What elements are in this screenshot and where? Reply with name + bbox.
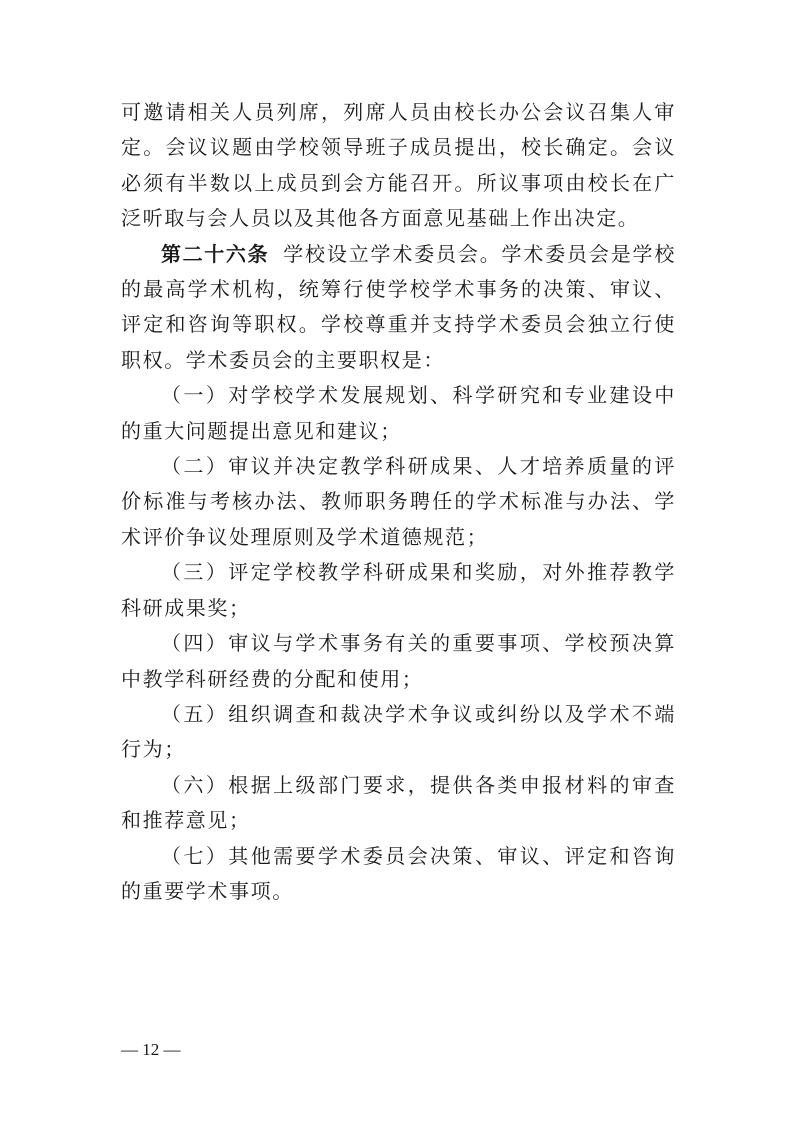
paragraph-meeting-continuation — [121, 95, 676, 237]
list-item-5 — [121, 697, 676, 768]
list-item-3 — [121, 555, 676, 626]
list-item-2 — [121, 449, 676, 555]
list-item-1 — [121, 378, 676, 449]
list-item-6 — [121, 768, 676, 839]
paragraph-text: （三）评定学校教学科研成果和奖励，对外推荐教学科研成果奖； — [121, 560, 676, 620]
list-item-7 — [121, 839, 676, 910]
paragraph-article-26 — [121, 237, 676, 379]
paragraph-text: （七）其他需要学术委员会决策、审议、评定和咨询的重要学术事项。 — [121, 843, 676, 903]
paragraph-text: （六）根据上级部门要求，提供各类申报材料的审查和推荐意见； — [121, 772, 676, 833]
paragraph-text: （四）审议与学术事务有关的重要事项、学校预决算中教学科研经费的分配和使用； — [121, 631, 676, 691]
article-heading: 第二十六条 — [161, 241, 270, 266]
paragraph-text: 学校设立学术委员会。学术委员会是学校的最高学术机构，统筹行使学校学术事务的决策、审议、评定和咨询等职权。学校尊重并支持学术委员会独立行使职权。学术委员会的主要职权是： — [121, 241, 676, 372]
list-item-4 — [121, 626, 676, 697]
paragraph-text: 可邀请相关人员列席，列席人员由校长办公会议召集人审定。会议议题由学校领导班子成员提出，校长确定。会议必须有半数以上成员到会方能召开。所议事项由校长在广泛听取与会人员以及其他各方面意见基础上作出决定。 — [121, 100, 676, 231]
paragraph-text: （五）组织调查和裁决学术争议或纠纷以及学术不端行为； — [121, 701, 676, 762]
paragraph-text: （二）审议并决定教学科研成果、人才培养质量的评价标准与考核办法、教师职务聘任的学术标准与办法、学术评价争议处理原则及学术道德规范； — [121, 454, 676, 549]
paragraph-text: （一）对学校学术发展规划、科学研究和专业建设中的重大问题提出意见和建议； — [121, 383, 676, 443]
body-text — [121, 95, 676, 909]
page-number: — 12 — — [121, 1040, 181, 1059]
